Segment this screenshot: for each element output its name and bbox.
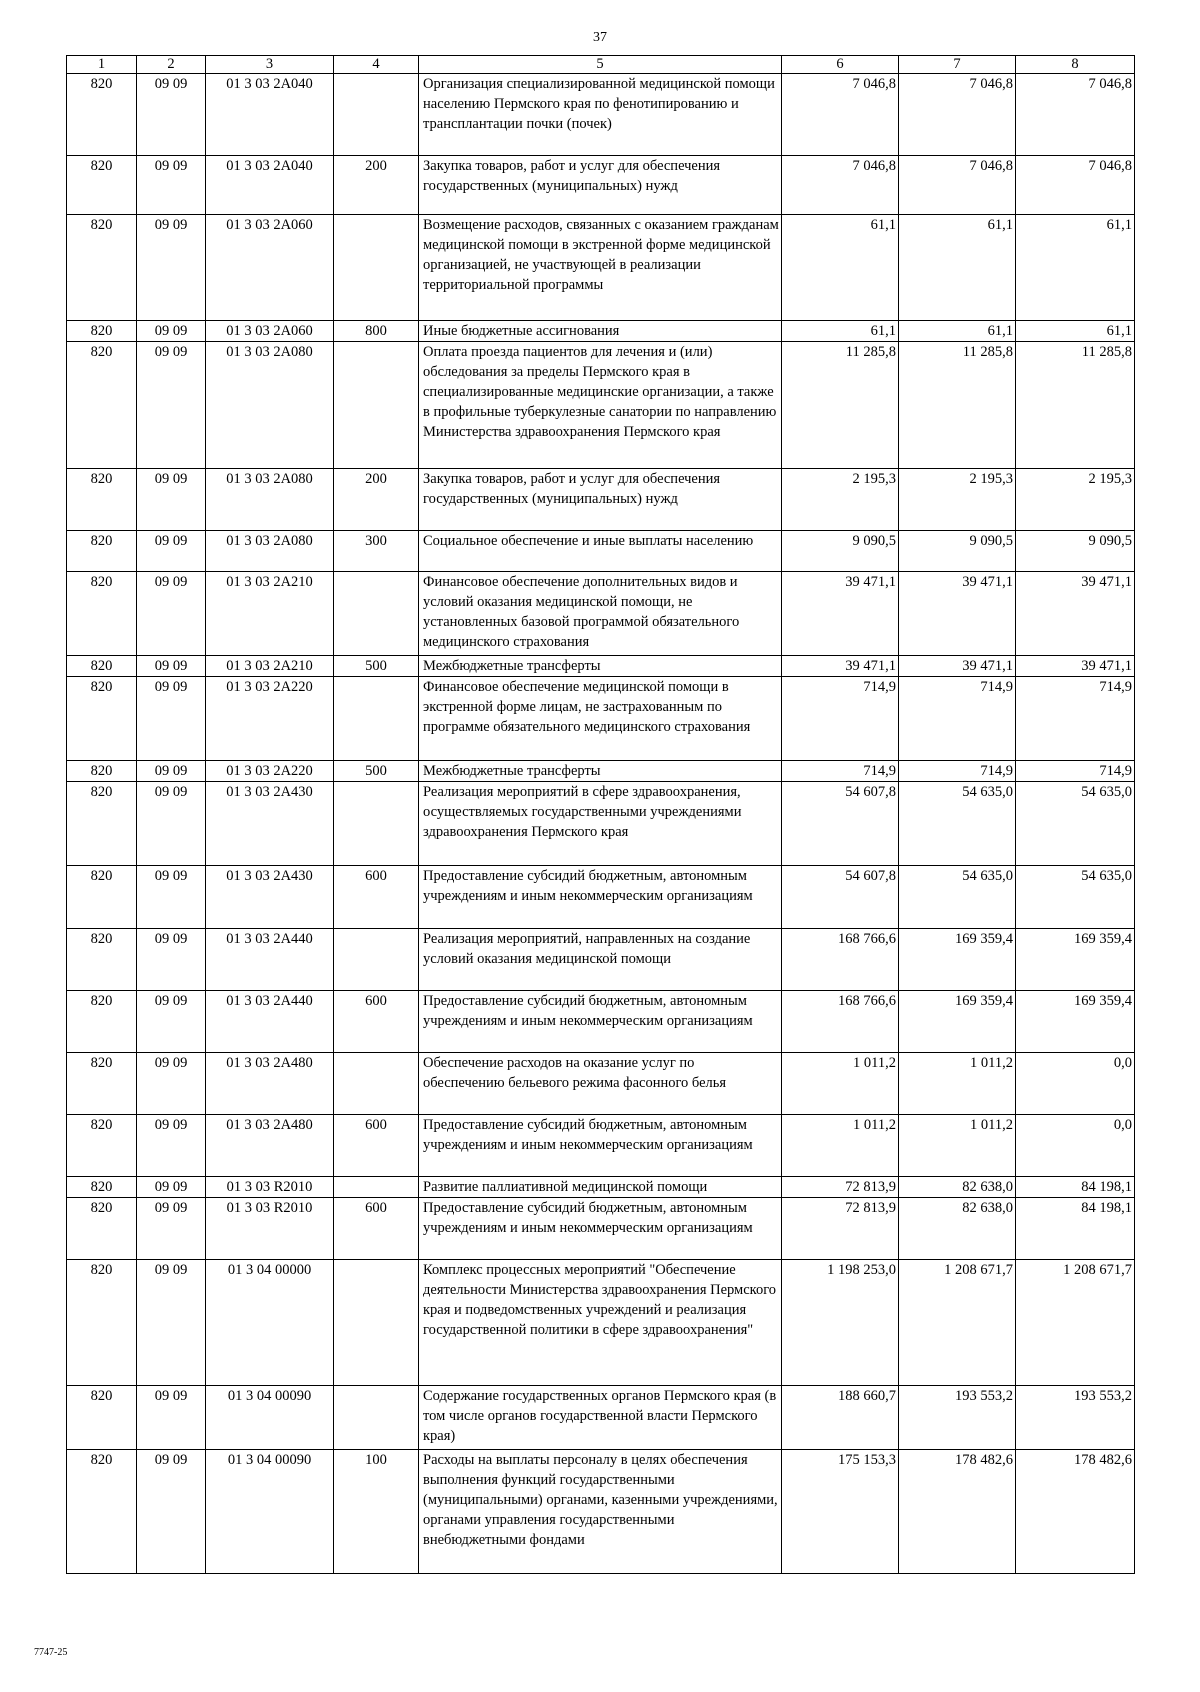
target-article: 01 3 03 2A210 (206, 656, 334, 677)
description: Организация специализированной медицинской помощи населению Пермского края по фенотипированию и трансплантации почки (почек) (419, 74, 782, 156)
section-code: 09 09 (137, 1115, 206, 1177)
expense-type: 600 (334, 866, 419, 929)
ministry-code: 820 (67, 1260, 137, 1386)
description: Реализация мероприятий, направленных на создание условий оказания медицинской помощи (419, 929, 782, 991)
expense-type (334, 1386, 419, 1450)
section-code: 09 09 (137, 572, 206, 656)
amount-col6: 39 471,1 (782, 572, 899, 656)
section-code: 09 09 (137, 1260, 206, 1386)
target-article: 01 3 03 2A060 (206, 215, 334, 321)
amount-col8: 7 046,8 (1016, 156, 1135, 215)
expense-type: 600 (334, 1115, 419, 1177)
expense-type: 200 (334, 469, 419, 531)
expense-type: 200 (334, 156, 419, 215)
description: Финансовое обеспечение дополнительных видов и условий оказания медицинской помощи, не установленных базовой программой обязательного медицинского страхования (419, 572, 782, 656)
amount-col6: 54 607,8 (782, 866, 899, 929)
ministry-code: 820 (67, 531, 137, 572)
expense-type: 600 (334, 991, 419, 1053)
amount-col7: 714,9 (899, 761, 1016, 782)
header-row (67, 56, 1135, 74)
amount-col7: 2 195,3 (899, 469, 1016, 531)
amount-col7: 7 046,8 (899, 156, 1016, 215)
table-row (67, 866, 1135, 929)
amount-col7: 1 011,2 (899, 1053, 1016, 1115)
expense-type (334, 572, 419, 656)
description: Реализация мероприятий в сфере здравоохранения, осуществляемых государственными учреждениями здравоохранения Пермского края (419, 782, 782, 866)
amount-col7: 169 359,4 (899, 929, 1016, 991)
target-article: 01 3 03 2A430 (206, 866, 334, 929)
amount-col8: 54 635,0 (1016, 866, 1135, 929)
expense-type (334, 1053, 419, 1115)
amount-col8: 2 195,3 (1016, 469, 1135, 531)
expense-type: 100 (334, 1450, 419, 1574)
column-header: 3 (206, 56, 334, 74)
amount-col6: 61,1 (782, 321, 899, 342)
ministry-code: 820 (67, 866, 137, 929)
ministry-code: 820 (67, 1053, 137, 1115)
section-code: 09 09 (137, 1198, 206, 1260)
description: Финансовое обеспечение медицинской помощи в экстренной форме лицам, не застрахованным по программе обязательного медицинского страхования (419, 677, 782, 761)
amount-col6: 7 046,8 (782, 74, 899, 156)
amount-col6: 54 607,8 (782, 782, 899, 866)
target-article: 01 3 03 R2010 (206, 1177, 334, 1198)
section-code: 09 09 (137, 1386, 206, 1450)
amount-col7: 11 285,8 (899, 342, 1016, 469)
amount-col6: 9 090,5 (782, 531, 899, 572)
amount-col6: 61,1 (782, 215, 899, 321)
amount-col6: 1 011,2 (782, 1053, 899, 1115)
column-header: 5 (419, 56, 782, 74)
table-row (67, 342, 1135, 469)
section-code: 09 09 (137, 866, 206, 929)
amount-col7: 61,1 (899, 321, 1016, 342)
section-code: 09 09 (137, 469, 206, 531)
table-row (67, 1053, 1135, 1115)
table-row (67, 469, 1135, 531)
target-article: 01 3 04 00090 (206, 1450, 334, 1574)
expense-type: 500 (334, 761, 419, 782)
target-article: 01 3 03 2A080 (206, 342, 334, 469)
amount-col7: 54 635,0 (899, 782, 1016, 866)
ministry-code: 820 (67, 342, 137, 469)
section-code: 09 09 (137, 531, 206, 572)
amount-col6: 72 813,9 (782, 1177, 899, 1198)
amount-col8: 61,1 (1016, 215, 1135, 321)
target-article: 01 3 03 2A440 (206, 929, 334, 991)
amount-col7: 61,1 (899, 215, 1016, 321)
table-row (67, 215, 1135, 321)
amount-col7: 54 635,0 (899, 866, 1016, 929)
table-row (67, 1198, 1135, 1260)
section-code: 09 09 (137, 761, 206, 782)
amount-col8: 61,1 (1016, 321, 1135, 342)
expense-type: 300 (334, 531, 419, 572)
target-article: 01 3 04 00090 (206, 1386, 334, 1450)
target-article: 01 3 03 2A480 (206, 1053, 334, 1115)
amount-col7: 82 638,0 (899, 1198, 1016, 1260)
target-article: 01 3 03 2A080 (206, 469, 334, 531)
ministry-code: 820 (67, 74, 137, 156)
amount-col8: 1 208 671,7 (1016, 1260, 1135, 1386)
ministry-code: 820 (67, 321, 137, 342)
description: Социальное обеспечение и иные выплаты населению (419, 531, 782, 572)
column-header: 4 (334, 56, 419, 74)
expense-type (334, 782, 419, 866)
description: Предоставление субсидий бюджетным, автономным учреждениям и иным некоммерческим организациям (419, 1115, 782, 1177)
section-code: 09 09 (137, 215, 206, 321)
section-code: 09 09 (137, 782, 206, 866)
expense-type (334, 215, 419, 321)
column-header: 6 (782, 56, 899, 74)
column-header: 7 (899, 56, 1016, 74)
amount-col8: 178 482,6 (1016, 1450, 1135, 1574)
description: Межбюджетные трансферты (419, 761, 782, 782)
amount-col7: 82 638,0 (899, 1177, 1016, 1198)
target-article: 01 3 03 2A440 (206, 991, 334, 1053)
ministry-code: 820 (67, 656, 137, 677)
ministry-code: 820 (67, 156, 137, 215)
description: Возмещение расходов, связанных с оказанием гражданам медицинской помощи в экстренной форме медицинской организацией, не участвующей в реализации территориальной программы (419, 215, 782, 321)
section-code: 09 09 (137, 677, 206, 761)
amount-col7: 1 011,2 (899, 1115, 1016, 1177)
description: Закупка товаров, работ и услуг для обеспечения государственных (муниципальных) нужд (419, 156, 782, 215)
amount-col6: 168 766,6 (782, 929, 899, 991)
amount-col7: 714,9 (899, 677, 1016, 761)
target-article: 01 3 03 2A480 (206, 1115, 334, 1177)
amount-col7: 169 359,4 (899, 991, 1016, 1053)
table-row (67, 1386, 1135, 1450)
description: Межбюджетные трансферты (419, 656, 782, 677)
ministry-code: 820 (67, 677, 137, 761)
target-article: 01 3 03 2A080 (206, 531, 334, 572)
amount-col6: 39 471,1 (782, 656, 899, 677)
amount-col7: 7 046,8 (899, 74, 1016, 156)
table-row (67, 1450, 1135, 1574)
amount-col8: 0,0 (1016, 1115, 1135, 1177)
target-article: 01 3 03 2A060 (206, 321, 334, 342)
ministry-code: 820 (67, 572, 137, 656)
table-row (67, 656, 1135, 677)
ministry-code: 820 (67, 761, 137, 782)
amount-col6: 7 046,8 (782, 156, 899, 215)
description: Оплата проезда пациентов для лечения и (или) обследования за пределы Пермского края в специализированные медицинские организации, а также в профильные туберкулезные санатории по направлению Министерства здравоохранения Пермского края (419, 342, 782, 469)
amount-col7: 193 553,2 (899, 1386, 1016, 1450)
amount-col8: 54 635,0 (1016, 782, 1135, 866)
description: Закупка товаров, работ и услуг для обеспечения государственных (муниципальных) нужд (419, 469, 782, 531)
amount-col7: 39 471,1 (899, 572, 1016, 656)
description: Иные бюджетные ассигнования (419, 321, 782, 342)
expense-type (334, 1177, 419, 1198)
amount-col8: 84 198,1 (1016, 1198, 1135, 1260)
description: Комплекс процессных мероприятий "Обеспечение деятельности Министерства здравоохранения Пермского края и подведомственных учреждений и реализация государственной политики в сфере здравоохранения" (419, 1260, 782, 1386)
table-row (67, 531, 1135, 572)
amount-col7: 9 090,5 (899, 531, 1016, 572)
target-article: 01 3 03 R2010 (206, 1198, 334, 1260)
target-article: 01 3 03 2A040 (206, 74, 334, 156)
target-article: 01 3 03 2A220 (206, 677, 334, 761)
amount-col6: 2 195,3 (782, 469, 899, 531)
amount-col8: 11 285,8 (1016, 342, 1135, 469)
amount-col8: 193 553,2 (1016, 1386, 1135, 1450)
expense-type (334, 929, 419, 991)
amount-col7: 1 208 671,7 (899, 1260, 1016, 1386)
amount-col8: 84 198,1 (1016, 1177, 1135, 1198)
column-header: 1 (67, 56, 137, 74)
section-code: 09 09 (137, 1450, 206, 1574)
ministry-code: 820 (67, 1198, 137, 1260)
budget-table (66, 55, 1135, 1574)
table-row (67, 321, 1135, 342)
amount-col8: 0,0 (1016, 1053, 1135, 1115)
description: Предоставление субсидий бюджетным, автономным учреждениям и иным некоммерческим организациям (419, 1198, 782, 1260)
ministry-code: 820 (67, 1177, 137, 1198)
table-row (67, 782, 1135, 866)
description: Предоставление субсидий бюджетным, автономным учреждениям и иным некоммерческим организациям (419, 866, 782, 929)
description: Обеспечение расходов на оказание услуг по обеспечению бельевого режима фасонного белья (419, 1053, 782, 1115)
expense-type (334, 1260, 419, 1386)
table-row (67, 74, 1135, 156)
table-row (67, 677, 1135, 761)
target-article: 01 3 03 2A430 (206, 782, 334, 866)
amount-col6: 175 153,3 (782, 1450, 899, 1574)
amount-col6: 1 011,2 (782, 1115, 899, 1177)
section-code: 09 09 (137, 929, 206, 991)
expense-type (334, 677, 419, 761)
table-row (67, 1177, 1135, 1198)
amount-col8: 39 471,1 (1016, 656, 1135, 677)
column-header: 2 (137, 56, 206, 74)
amount-col7: 178 482,6 (899, 1450, 1016, 1574)
section-code: 09 09 (137, 1053, 206, 1115)
description: Расходы на выплаты персоналу в целях обеспечения выполнения функций государственными (муниципальными) органами, казенными учреждениями, органами управления государственными внебюджетными фондами (419, 1450, 782, 1574)
section-code: 09 09 (137, 74, 206, 156)
amount-col8: 169 359,4 (1016, 991, 1135, 1053)
table-row (67, 572, 1135, 656)
description: Содержание государственных органов Пермского края (в том числе органов государственной власти Пермского края) (419, 1386, 782, 1450)
table-row (67, 761, 1135, 782)
amount-col8: 39 471,1 (1016, 572, 1135, 656)
amount-col6: 714,9 (782, 677, 899, 761)
amount-col6: 188 660,7 (782, 1386, 899, 1450)
page-number: 37 (593, 30, 607, 45)
expense-type: 600 (334, 1198, 419, 1260)
ministry-code: 820 (67, 1115, 137, 1177)
target-article: 01 3 03 2A210 (206, 572, 334, 656)
description: Развитие паллиативной медицинской помощи (419, 1177, 782, 1198)
section-code: 09 09 (137, 321, 206, 342)
target-article: 01 3 04 00000 (206, 1260, 334, 1386)
amount-col7: 39 471,1 (899, 656, 1016, 677)
document-code: 7747-25 (34, 1647, 68, 1658)
expense-type (334, 342, 419, 469)
ministry-code: 820 (67, 991, 137, 1053)
amount-col8: 9 090,5 (1016, 531, 1135, 572)
expense-type: 800 (334, 321, 419, 342)
ministry-code: 820 (67, 1386, 137, 1450)
target-article: 01 3 03 2A040 (206, 156, 334, 215)
target-article: 01 3 03 2A220 (206, 761, 334, 782)
description: Предоставление субсидий бюджетным, автономным учреждениям и иным некоммерческим организациям (419, 991, 782, 1053)
section-code: 09 09 (137, 656, 206, 677)
table-row (67, 1115, 1135, 1177)
ministry-code: 820 (67, 929, 137, 991)
column-header: 8 (1016, 56, 1135, 74)
section-code: 09 09 (137, 1177, 206, 1198)
section-code: 09 09 (137, 991, 206, 1053)
amount-col8: 169 359,4 (1016, 929, 1135, 991)
ministry-code: 820 (67, 215, 137, 321)
amount-col8: 714,9 (1016, 677, 1135, 761)
expense-type (334, 74, 419, 156)
amount-col8: 7 046,8 (1016, 74, 1135, 156)
amount-col6: 714,9 (782, 761, 899, 782)
table-row (67, 1260, 1135, 1386)
ministry-code: 820 (67, 469, 137, 531)
table-row (67, 991, 1135, 1053)
table-row (67, 156, 1135, 215)
amount-col6: 1 198 253,0 (782, 1260, 899, 1386)
table-row (67, 929, 1135, 991)
ministry-code: 820 (67, 782, 137, 866)
expense-type: 500 (334, 656, 419, 677)
amount-col6: 168 766,6 (782, 991, 899, 1053)
section-code: 09 09 (137, 342, 206, 469)
amount-col6: 11 285,8 (782, 342, 899, 469)
amount-col6: 72 813,9 (782, 1198, 899, 1260)
amount-col8: 714,9 (1016, 761, 1135, 782)
ministry-code: 820 (67, 1450, 137, 1574)
section-code: 09 09 (137, 156, 206, 215)
